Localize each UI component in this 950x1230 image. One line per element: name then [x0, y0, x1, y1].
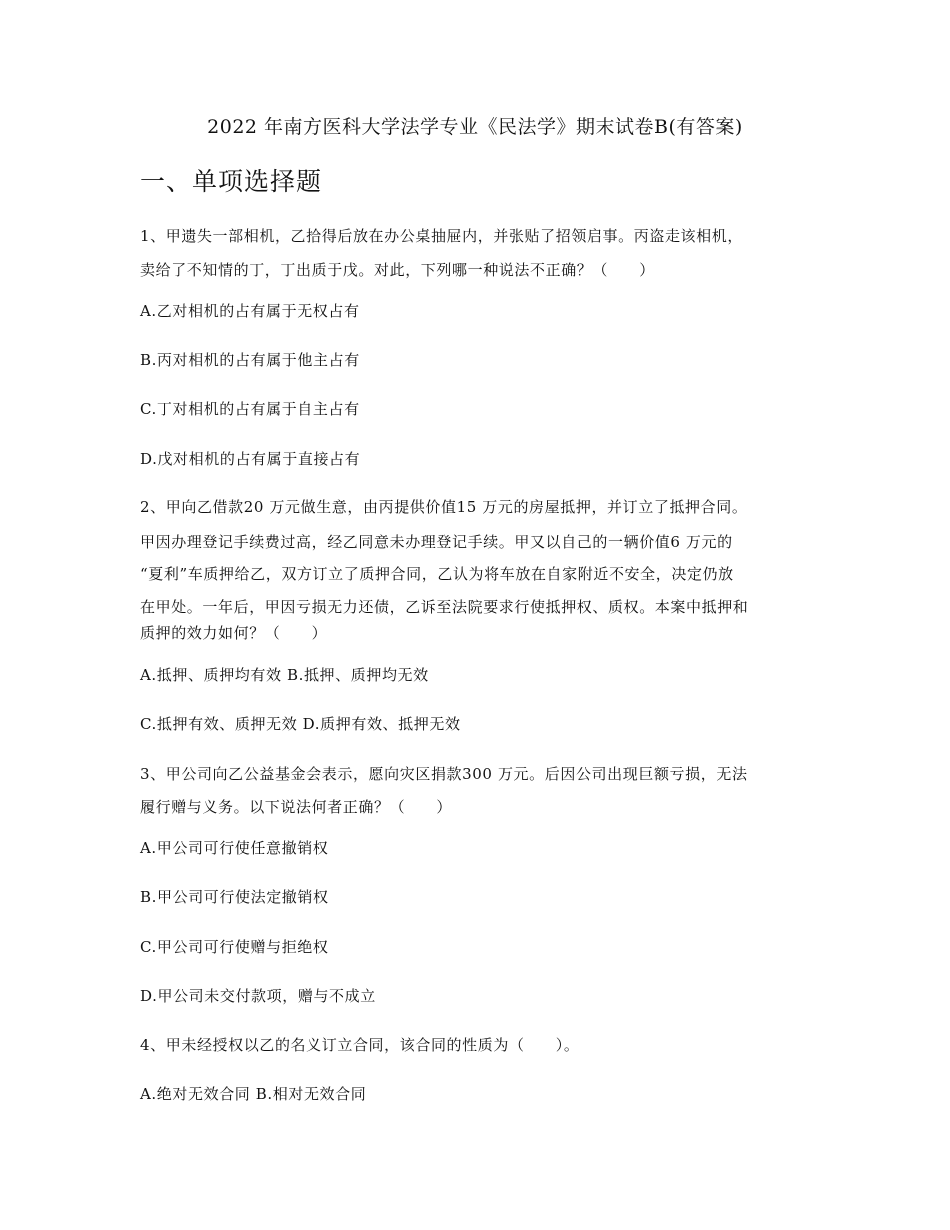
question-4-options-ab: A.绝对无效合同 B.相对无效合同 — [140, 1085, 367, 1103]
question-1-option-a: A.乙对相机的占有属于无权占有 — [140, 302, 360, 320]
question-3-option-c: C.甲公司可行使赠与拒绝权 — [140, 938, 329, 956]
question-3-option-b: B.甲公司可行使法定撤销权 — [140, 888, 329, 906]
question-3-text: 履行赠与义务。以下说法何者正确？（ ） — [140, 798, 453, 816]
document-title: 2022 年南方医科大学法学专业《民法学》期末试卷B(有答案) — [207, 116, 743, 138]
question-3-option-d: D.甲公司未交付款项，赠与不成立 — [140, 987, 376, 1005]
question-4-text: 4、甲未经授权以乙的名义订立合同，该合同的性质为（ ）。 — [140, 1036, 580, 1054]
question-2-text: “夏利”车质押给乙，双方订立了质押合同，乙认为将车放在自家附近不安全，决定仍放 — [140, 565, 734, 583]
question-3-text: 3、甲公司向乙公益基金会表示，愿向灾区捐款300 万元。后因公司出现巨额亏损，无法 — [140, 765, 748, 783]
question-2-text: 质押的效力如何？（ ） — [140, 624, 328, 642]
question-2-text: 2、甲向乙借款20 万元做生意，由丙提供价值15 万元的房屋抵押，并订立了抵押合同。 — [140, 498, 748, 516]
question-1-text: 卖给了不知情的丁，丁出质于戊。对此，下列哪一种说法不正确？（ ） — [140, 261, 655, 279]
question-2-text: 甲因办理登记手续费过高，经乙同意未办理登记手续。甲又以自己的一辆价值6 万元的 — [140, 533, 733, 551]
question-1-option-d: D.戊对相机的占有属于直接占有 — [140, 450, 361, 468]
question-1-option-c: C.丁对相机的占有属于自主占有 — [140, 400, 360, 418]
section-heading: 一、单项选择题 — [140, 167, 323, 196]
question-2-text: 在甲处。一年后，甲因亏损无力还债，乙诉至法院要求行使抵押权、质权。本案中抵押和 — [140, 598, 749, 616]
question-1-option-b: B.丙对相机的占有属于他主占有 — [140, 351, 360, 369]
question-2-options-ab: A.抵押、质押均有效 B.抵押、质押均无效 — [140, 666, 429, 684]
question-3-option-a: A.甲公司可行使任意撤销权 — [140, 839, 329, 857]
question-2-options-cd: C.抵押有效、质押无效 D.质押有效、抵押无效 — [140, 715, 461, 733]
question-1-text: 1、甲遗失一部相机，乙拾得后放在办公桌抽屉内，并张贴了招领启事。丙盗走该相机， — [140, 227, 743, 245]
